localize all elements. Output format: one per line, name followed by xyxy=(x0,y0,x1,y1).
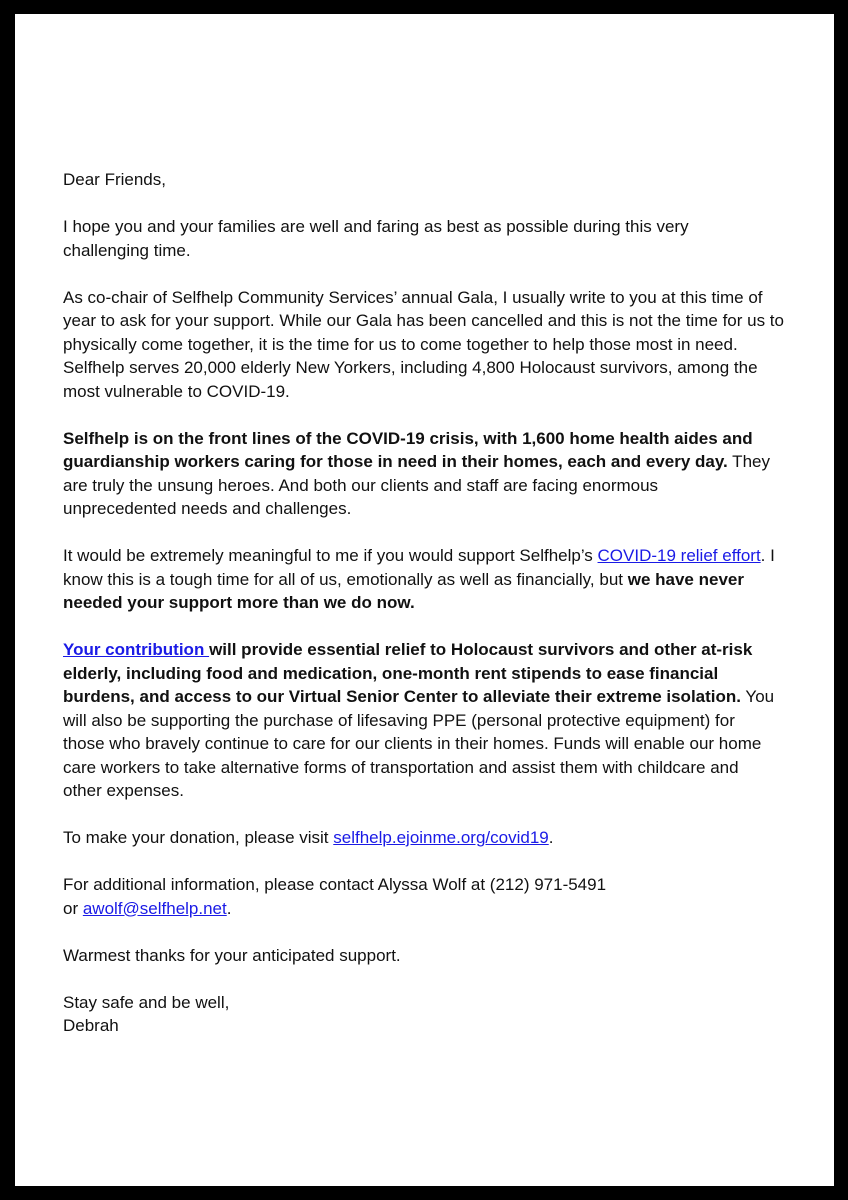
donation-link[interactable]: selfhelp.ejoinme.org/covid19 xyxy=(333,828,549,847)
text: . I xyxy=(760,546,775,565)
text: or xyxy=(63,898,83,918)
letter-body xyxy=(63,168,803,1061)
text: care workers to take alternative forms of transportation and assist them with childcare and xyxy=(63,757,739,777)
text: As co-chair of Selfhelp Community Services’ annual Gala, I usually write to you at this time of xyxy=(63,287,763,307)
covid-relief-link[interactable]: COVID-19 relief effort xyxy=(597,546,761,565)
text: unprecedented needs and challenges. xyxy=(63,499,352,518)
closing: Stay safe and be well, xyxy=(63,992,230,1012)
text: You xyxy=(741,687,775,706)
greeting: Dear Friends, xyxy=(63,170,166,189)
paragraph-7 xyxy=(63,873,803,920)
text: know this is a tough time for all of us, emotionally as well as financially, but xyxy=(63,569,628,589)
paragraph-5 xyxy=(63,638,803,803)
text: They xyxy=(727,452,770,471)
paragraph-2 xyxy=(63,286,803,404)
text: It would be extremely meaningful to me if you would support Selfhelp’s xyxy=(63,546,598,565)
text: are truly the unsung heroes. And both our clients and staff are facing enormous xyxy=(63,475,659,495)
bold-text: burdens, and access to our Virtual Senior Center to alleviate their extreme isolation. xyxy=(63,687,741,706)
bold-text: elderly, including food and medication, one-month rent stipends to ease financial xyxy=(63,663,719,683)
paragraph-3 xyxy=(63,427,803,521)
paragraph-8: Warmest thanks for your anticipated support. xyxy=(63,945,401,965)
bold-text: will provide essential relief to Holocaust survivors and other at-risk xyxy=(209,640,753,659)
bold-text: we have never xyxy=(627,569,744,589)
bold-text: guardianship workers caring for those in need in their homes, each and every day. xyxy=(63,452,728,471)
text: will also be supporting the purchase of lifesaving PPE (personal protective equipment) for xyxy=(63,710,735,730)
text: . xyxy=(548,828,554,847)
sign-off xyxy=(63,991,803,1038)
signature: Debrah xyxy=(63,1016,119,1035)
bold-text: Selfhelp is on the front lines of the COVID-19 crisis, with 1,600 home health aides and xyxy=(63,428,753,448)
text: For additional information, please contact Alyssa Wolf at (212) 971-5491 xyxy=(63,875,607,894)
text: physically come together, it is the time for us to come together to help those most in need. xyxy=(63,334,738,354)
text: those who bravely continue to care for our clients in their homes. Funds will enable our home xyxy=(63,734,762,753)
text: Selfhelp serves 20,000 elderly New Yorkers, including 4,800 Holocaust survivors, among the xyxy=(63,358,758,377)
text: challenging time. xyxy=(63,240,191,260)
letter-page xyxy=(15,14,834,1186)
text: most vulnerable to COVID-19. xyxy=(63,381,290,401)
paragraph-4 xyxy=(63,544,803,615)
text: To make your donation, please visit xyxy=(63,828,334,847)
text: year to ask for your support. While our Gala has been cancelled and this is not the time for us to xyxy=(63,311,784,330)
paragraph-6 xyxy=(63,826,803,850)
text: . xyxy=(226,898,232,918)
paragraph-1 xyxy=(63,215,803,262)
bold-text: needed your support more than we do now. xyxy=(63,593,415,612)
text: I hope you and your families are well and faring as best as possible during this very xyxy=(63,217,689,236)
email-link[interactable]: awolf@selfhelp.net xyxy=(82,898,227,918)
text: other expenses. xyxy=(63,781,184,800)
your-contribution-link[interactable]: Your contribution xyxy=(63,640,210,659)
